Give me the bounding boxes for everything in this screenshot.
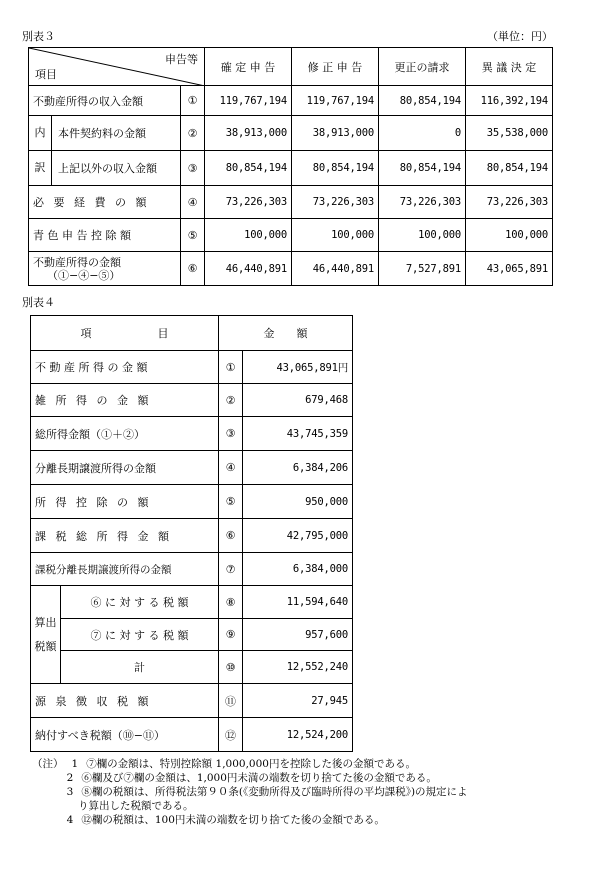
row-label: 上記以外の収入金額 xyxy=(58,162,157,175)
value-cell: 46,440,891 xyxy=(205,252,292,286)
table4-header-item: 項 目 xyxy=(31,316,219,351)
note-text: ⑥欄及び⑦欄の金額は、1,000円未満の端数を切り捨てた後の金額である。 xyxy=(81,772,437,784)
note-item xyxy=(32,771,468,785)
note-item xyxy=(32,757,468,771)
table-row xyxy=(29,116,553,151)
note-number: 4 xyxy=(66,814,74,826)
group-label-yaku: 訳 xyxy=(29,151,52,185)
value-cell: 35,538,000 xyxy=(466,116,553,151)
table3-header-shusei: 修 正 申 告 xyxy=(292,48,379,86)
value-cell: 100,000 xyxy=(379,219,466,252)
table3 xyxy=(28,47,553,286)
table3-corner-top: 申告等 xyxy=(165,53,198,66)
table4-header-amount: 金 額 xyxy=(219,316,353,351)
row-label: 計 xyxy=(61,651,219,684)
table-row xyxy=(31,553,353,586)
value-cell: 950,000 xyxy=(243,485,353,519)
row-label: 不動産所得の金額 xyxy=(33,255,121,269)
row-label-group xyxy=(29,116,181,151)
value-cell: 80,854,194 xyxy=(292,151,379,186)
note-number: 1 xyxy=(71,758,79,770)
note-text: ⑦欄の金額は、特別控除額 1,000,000円を控除した後の金額である。 xyxy=(86,758,416,770)
row-label: 青 色 申 告 控 除 額 xyxy=(29,219,181,252)
table3-unit: （単位：円） xyxy=(487,30,553,43)
row-label: 所 得 控 除 の 額 xyxy=(31,485,219,519)
group-label-santax xyxy=(31,586,61,684)
group-label-line2: 税額 xyxy=(34,639,57,653)
row-number: ③ xyxy=(219,417,243,451)
table4-title: 別表４ xyxy=(22,296,55,309)
table3-header-kousei: 更正の請求 xyxy=(379,48,466,86)
value-cell: 27,945 xyxy=(243,684,353,718)
value-cell: 11,594,640 xyxy=(243,586,353,619)
value-cell: 7,527,891 xyxy=(379,252,466,286)
row-number: ⑧ xyxy=(219,586,243,619)
row-number: ② xyxy=(219,384,243,417)
notes-prefix: （注） xyxy=(32,758,64,770)
note-text: ⑫欄の税額は、100円未満の端数を切り捨てた後の金額である。 xyxy=(81,814,385,826)
value-cell: 43,065,891 xyxy=(466,252,553,286)
value-cell: 43,065,891円 xyxy=(243,351,353,384)
row-number: ④ xyxy=(219,451,243,485)
row-number: ① xyxy=(181,86,205,116)
table-row xyxy=(29,219,553,252)
table-row xyxy=(31,519,353,553)
note-text: ⑧欄の税額は、所得税法第９０条(《変動所得及び臨時所得の平均課税》)の規定によ xyxy=(81,786,468,798)
row-number: ⑨ xyxy=(219,619,243,651)
value-cell: 6,384,206 xyxy=(243,451,353,485)
value-cell: 6,384,000 xyxy=(243,553,353,586)
value-cell: 100,000 xyxy=(292,219,379,252)
table3-header-kakutei: 確 定 申 告 xyxy=(205,48,292,86)
row-label: 雑 所 得 の 金 額 xyxy=(31,384,219,417)
row-label: ⑦ に 対 す る 税 額 xyxy=(61,619,219,651)
row-number: ⑤ xyxy=(181,219,205,252)
row-label: 不 動 産 所 得 の 金 額 xyxy=(31,351,219,384)
note-item xyxy=(32,813,468,827)
table-row xyxy=(31,619,353,651)
group-label-nai: 内 xyxy=(29,116,52,150)
row-label: 不動産所得の収入金額 xyxy=(29,86,181,116)
table3-corner-cell xyxy=(29,48,205,86)
value-cell: 119,767,194 xyxy=(292,86,379,116)
row-label: 課 税 総 所 得 金 額 xyxy=(31,519,219,553)
value-cell: 0 xyxy=(379,116,466,151)
table-row xyxy=(31,586,353,619)
value-cell: 100,000 xyxy=(205,219,292,252)
value-cell: 46,440,891 xyxy=(292,252,379,286)
table-row xyxy=(31,651,353,684)
value-cell: 80,854,194 xyxy=(379,86,466,116)
row-label: 本件契約料の金額 xyxy=(58,127,146,140)
table-row xyxy=(31,417,353,451)
value-cell: 116,392,194 xyxy=(466,86,553,116)
row-number: ⑩ xyxy=(219,651,243,684)
row-number: ⑤ xyxy=(219,485,243,519)
value-cell: 38,913,000 xyxy=(205,116,292,151)
table3-header-igi: 異 議 決 定 xyxy=(466,48,553,86)
value-cell: 80,854,194 xyxy=(379,151,466,186)
table4 xyxy=(30,315,353,752)
row-number: ⑪ xyxy=(219,684,243,718)
table3-title: 別表３ xyxy=(22,30,55,43)
row-label: 必 要 経 費 の 額 xyxy=(29,186,181,219)
value-cell: 73,226,303 xyxy=(205,186,292,219)
table-row xyxy=(29,151,553,186)
row-label: ⑥ に 対 す る 税 額 xyxy=(61,586,219,619)
value-cell: 957,600 xyxy=(243,619,353,651)
value-cell: 38,913,000 xyxy=(292,116,379,151)
row-label: 分離長期譲渡所得の金額 xyxy=(31,451,219,485)
table-row xyxy=(31,485,353,519)
table-row xyxy=(31,684,353,718)
row-number: ⑦ xyxy=(219,553,243,586)
note-item xyxy=(32,785,468,799)
table-row xyxy=(29,86,553,116)
table-row xyxy=(29,186,553,219)
row-label-two-line xyxy=(29,252,181,286)
row-number: ③ xyxy=(181,151,205,186)
value-cell: 42,795,000 xyxy=(243,519,353,553)
note-number: 2 xyxy=(66,772,74,784)
row-number: ④ xyxy=(181,186,205,219)
value-cell: 80,854,194 xyxy=(466,151,553,186)
value-cell: 80,854,194 xyxy=(205,151,292,186)
table-row xyxy=(31,384,353,417)
table-row xyxy=(31,351,353,384)
value-cell: 679,468 xyxy=(243,384,353,417)
row-label: 総所得金額（①＋②） xyxy=(31,417,219,451)
row-number: ① xyxy=(219,351,243,384)
value-cell: 43,745,359 xyxy=(243,417,353,451)
table-row xyxy=(31,451,353,485)
table-row xyxy=(29,252,553,286)
table-row xyxy=(31,718,353,752)
note-number: 3 xyxy=(66,786,74,798)
value-cell: 12,552,240 xyxy=(243,651,353,684)
row-number: ⑫ xyxy=(219,718,243,752)
row-label: 納付すべき税額（⑩−⑪） xyxy=(31,718,219,752)
value-cell: 73,226,303 xyxy=(292,186,379,219)
notes-block xyxy=(32,757,468,827)
note-text: り算出した税額である。 xyxy=(78,800,194,812)
value-cell: 73,226,303 xyxy=(379,186,466,219)
table3-corner-bottom: 項目 xyxy=(35,68,57,81)
row-label-group xyxy=(29,151,181,186)
value-cell: 73,226,303 xyxy=(466,186,553,219)
group-label-line1: 算出 xyxy=(34,615,57,629)
row-label-formula: （①−④−⑤） xyxy=(47,268,121,282)
row-number: ⑥ xyxy=(219,519,243,553)
row-number: ② xyxy=(181,116,205,151)
row-number: ⑥ xyxy=(181,252,205,286)
note-item-continuation xyxy=(32,799,468,813)
value-cell: 100,000 xyxy=(466,219,553,252)
row-label: 課税分離長期譲渡所得の金額 xyxy=(31,553,219,586)
value-cell: 119,767,194 xyxy=(205,86,292,116)
row-label: 源 泉 徴 収 税 額 xyxy=(31,684,219,718)
value-cell: 12,524,200 xyxy=(243,718,353,752)
